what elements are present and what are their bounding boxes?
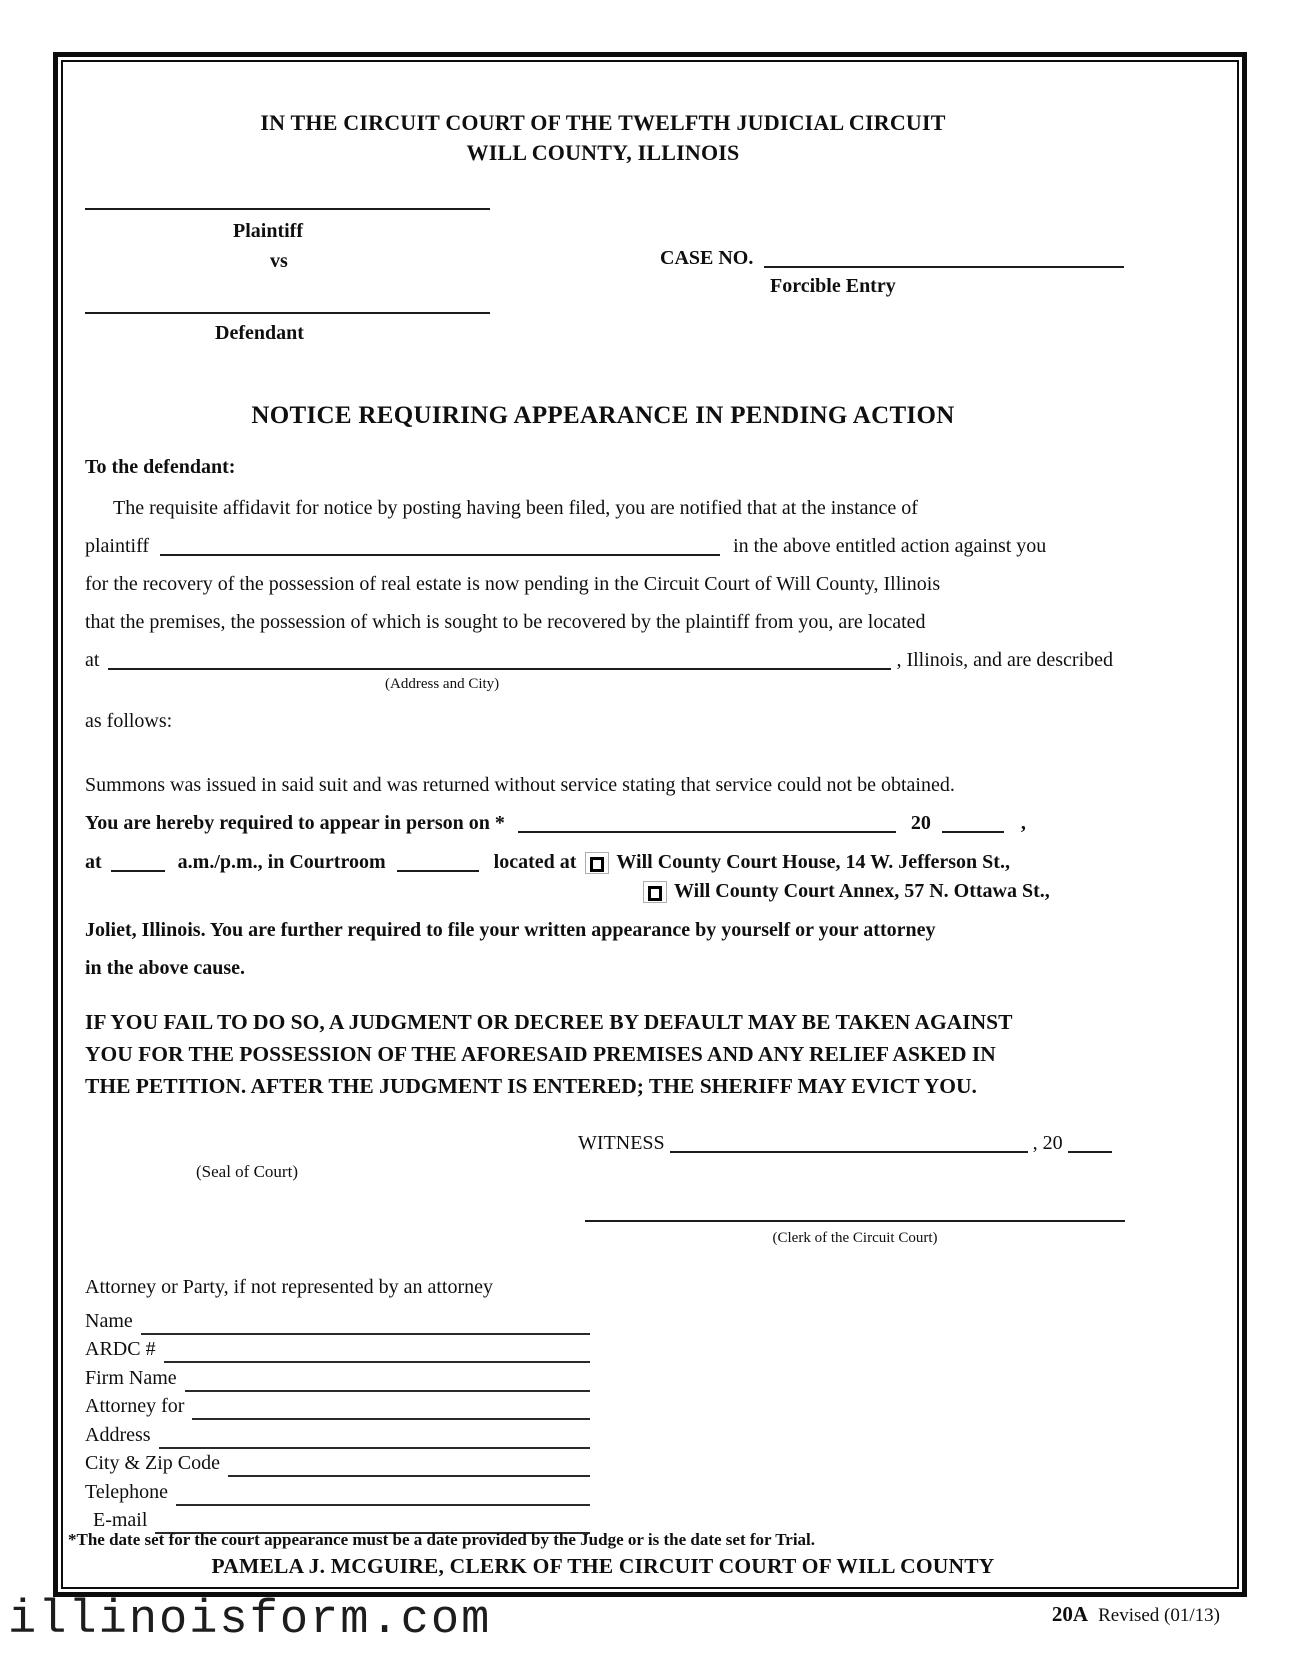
- case-no-row: [660, 247, 1124, 270]
- after-address-text: , Illinois, and are described: [896, 649, 1114, 671]
- annex-option-label: Will County Court Annex, 57 N. Ottawa St.,: [674, 880, 1050, 902]
- as-follows-label: as follows:: [85, 710, 173, 732]
- default-warning: [85, 1006, 1012, 1102]
- ardc-field[interactable]: [164, 1339, 590, 1363]
- attorney-field-row: [85, 1363, 590, 1392]
- after-plaintiff-text: in the above entitled action against you: [733, 535, 1047, 557]
- courthouse-checkbox[interactable]: [590, 857, 604, 872]
- attorney-field-row: [85, 1477, 590, 1506]
- case-no-label: CASE NO.: [660, 247, 754, 269]
- form-number: 20A: [1051, 1602, 1089, 1626]
- court-header-line1: IN THE CIRCUIT COURT OF THE TWELFTH JUDICIAL CIRCUIT: [260, 110, 946, 135]
- paragraph-line: The requisite affidavit for notice by posting having been filed, you are notified that at the instance of: [113, 497, 918, 519]
- witness-blank[interactable]: [670, 1143, 1028, 1153]
- courtroom-blank[interactable]: [397, 862, 479, 872]
- name-label: Name: [85, 1309, 133, 1332]
- revision-label: Revised (01/13): [1098, 1605, 1220, 1626]
- paragraph-line: [85, 649, 1113, 687]
- witness-year-label: , 20: [1032, 1132, 1063, 1154]
- attorney-field-row: [85, 1420, 590, 1449]
- appear-prefix: You are hereby required to appear in person on *: [85, 812, 505, 834]
- address-blank[interactable]: [108, 660, 891, 670]
- paragraph-line: that the premises, the possession of which is sought to be recovered by the plaintiff from you, are located: [85, 611, 926, 633]
- defendant-name-field[interactable]: [85, 312, 490, 314]
- watermark: illinoisform.com: [8, 1594, 492, 1647]
- appearance-year-blank[interactable]: [942, 823, 1004, 833]
- vs-label: vs: [270, 250, 288, 272]
- case-type-label: Forcible Entry: [770, 275, 896, 297]
- appear-comma: ,: [1020, 812, 1026, 834]
- plaintiff-blank[interactable]: [160, 546, 720, 556]
- telephone-label: Telephone: [85, 1480, 169, 1503]
- appearance-date-blank[interactable]: [518, 823, 896, 833]
- address-label: Address: [85, 1423, 151, 1446]
- email-label: E-mail: [93, 1509, 148, 1531]
- summons-line: Summons was issued in said suit and was returned without service stating that service could not be obtained.: [85, 774, 955, 796]
- city-zip-field[interactable]: [228, 1453, 590, 1477]
- date-footnote: *The date set for the court appearance must be a date provided by the Judge or is the date set for Trial.: [68, 1530, 816, 1549]
- attorney-for-field[interactable]: [192, 1396, 590, 1420]
- annex-line: [643, 880, 1050, 903]
- time-blank[interactable]: [111, 862, 165, 872]
- above-cause-line: in the above cause.: [85, 957, 245, 979]
- attorney-fields: [85, 1306, 590, 1534]
- paragraph-line: [85, 535, 1113, 573]
- firm-name-label: Firm Name: [85, 1366, 177, 1389]
- seal-of-court-label: (Seal of Court): [196, 1162, 298, 1181]
- paragraph-line: for the recovery of the possession of real estate is now pending in the Circuit Court of Will County, Illinois: [85, 573, 941, 595]
- annex-checkbox[interactable]: [648, 886, 662, 901]
- witness-line: [578, 1132, 1112, 1155]
- appear-year-label: 20: [910, 812, 931, 834]
- defendant-label: Defendant: [215, 322, 304, 344]
- to-defendant-label: To the defendant:: [85, 456, 236, 478]
- address-field[interactable]: [159, 1425, 590, 1449]
- telephone-field[interactable]: [176, 1482, 590, 1506]
- located-at-label: located at: [493, 851, 577, 873]
- appear-line: [85, 812, 1026, 835]
- inner-border: [61, 60, 1239, 1589]
- clerk-caption: (Clerk of the Circuit Court): [772, 1230, 938, 1246]
- name-field[interactable]: [141, 1311, 590, 1335]
- clerk-signature-line[interactable]: [585, 1220, 1125, 1222]
- attorney-for-label: Attorney for: [85, 1395, 185, 1417]
- annex-checkbox-field[interactable]: [643, 881, 667, 903]
- joliet-line: Joliet, Illinois. You are further required to file your written appearance by yourself or your attorney: [85, 919, 936, 941]
- warning-line: IF YOU FAIL TO DO SO, A JUDGMENT OR DECREE BY DEFAULT MAY BE TAKEN AGAINST: [85, 1010, 1013, 1034]
- at-word: at: [85, 649, 100, 671]
- case-number-field[interactable]: [764, 258, 1124, 268]
- attorney-field-row: [85, 1392, 590, 1421]
- courthouse-checkbox-field[interactable]: [585, 852, 609, 874]
- plaintiff-name-field[interactable]: [85, 208, 490, 210]
- attorney-field-row: [85, 1449, 590, 1478]
- witness-label: WITNESS: [578, 1132, 665, 1154]
- courthouse-option-label: Will County Court House, 14 W. Jefferson St.,: [616, 851, 1010, 873]
- form-number-block: [1052, 1602, 1220, 1627]
- clerk-name-line: PAMELA J. MCGUIRE, CLERK OF THE CIRCUIT COURT OF WILL COUNTY: [211, 1554, 995, 1578]
- courtroom-line: [85, 851, 1010, 874]
- warning-line: THE PETITION. AFTER THE JUDGMENT IS ENTERED; THE SHERIFF MAY EVICT YOU.: [85, 1074, 977, 1098]
- paragraph-notice: [85, 497, 1113, 687]
- address-caption: (Address and City): [385, 676, 500, 692]
- attorney-heading: Attorney or Party, if not represented by an attorney: [85, 1276, 494, 1298]
- form-title: NOTICE REQUIRING APPEARANCE IN PENDING ACTION: [251, 402, 955, 429]
- firm-name-field[interactable]: [185, 1368, 590, 1392]
- witness-year-blank[interactable]: [1068, 1143, 1112, 1153]
- plaintiff-word: plaintiff: [85, 535, 150, 557]
- attorney-field-row: [85, 1335, 590, 1364]
- courtroom-label: a.m./p.m., in Courtroom: [177, 851, 386, 873]
- attorney-field-row: [85, 1306, 590, 1335]
- time-at-label: at: [85, 851, 102, 873]
- ardc-label: ARDC #: [85, 1338, 156, 1360]
- city-zip-label: City & Zip Code: [85, 1452, 220, 1474]
- outer-border: [53, 52, 1247, 1597]
- court-header-line2: WILL COUNTY, ILLINOIS: [466, 140, 740, 165]
- warning-line: YOU FOR THE POSSESSION OF THE AFORESAID PREMISES AND ANY RELIEF ASKED IN: [85, 1042, 996, 1066]
- plaintiff-label: Plaintiff: [233, 220, 303, 242]
